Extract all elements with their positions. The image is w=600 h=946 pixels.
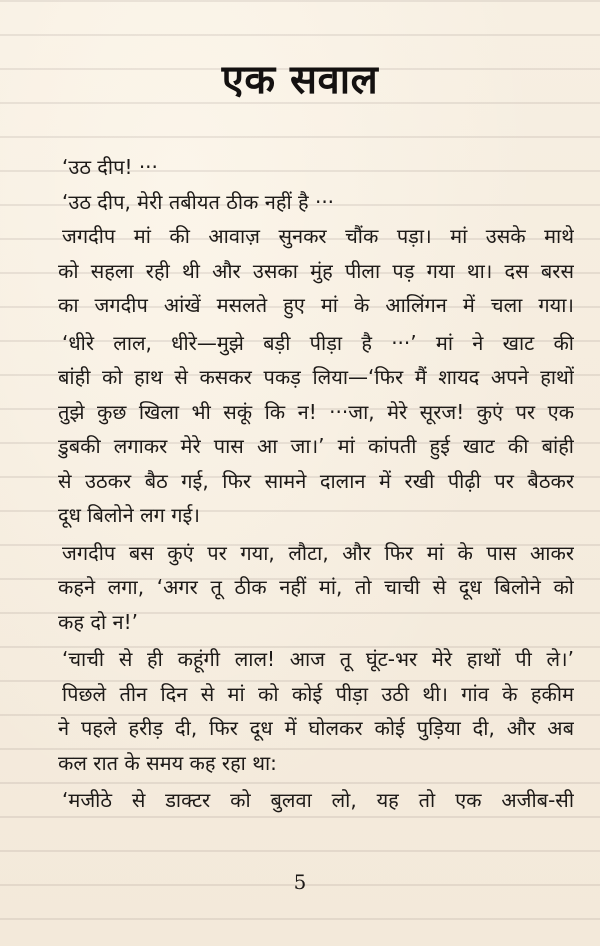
text-line: तुझे कुछ खिला भी सकूं कि न! ···जा, मेरे सूरज! कुएं पर एक xyxy=(58,399,574,424)
text-line: को सहला रही थी और उसका मुंह पीला पड़ गया था। दस बरस xyxy=(58,258,574,283)
page-number: 5 xyxy=(293,870,307,894)
text-line: ‘मजीठे से डाक्टर को बुलवा लो, यह तो एक अजीब-सी xyxy=(62,788,574,812)
text-line: कह दो न!’ xyxy=(58,609,138,634)
text-line: ने पहले हरीड़ दी, फिर दूध में घोलकर कोई पुड़िया दी, और अब xyxy=(58,716,574,740)
text-line: ‘धीरे लाल, धीरे—मुझे बड़ी पीड़ा है ···’ मां ने खाट की xyxy=(62,330,574,355)
text-line: जगदीप बस कुएं पर गया, लौटा, और फिर मां के पास आकर xyxy=(62,540,574,565)
chapter-title: एक सवाल xyxy=(221,57,379,103)
body-text xyxy=(58,150,574,818)
text-line: ‘उठ दीप, मेरी तबीयत ठीक नहीं है ··· xyxy=(62,189,335,214)
text-line: पिछले तीन दिन से मां को कोई पीड़ा उठी थी। गांव के हकीम xyxy=(62,681,574,706)
text-line: जगदीप मां की आवाज़ सुनकर चौंक पड़ा। मां उसके माथे xyxy=(62,224,574,248)
text-line: बांही को हाथ से कसकर पकड़ लिया—‘फिर मैं शायद अपने हाथों xyxy=(58,365,574,389)
text-line: कल रात के समय कह रहा था: xyxy=(58,750,277,775)
text-line: का जगदीप आंखें मसलते हुए मां के आलिंगन में चला गया। xyxy=(58,293,574,317)
text-line: कहने लगा, ‘अगर तू ठीक नहीं मां, तो चाची से दूध बिलोने को xyxy=(58,575,574,599)
text-line: से उठकर बैठ गई, फिर सामने दालान में रखी पीढ़ी पर बैठकर xyxy=(58,468,574,493)
text-line: ‘चाची से ही कहूंगी लाल! आज तू घूंट-भर मेरे हाथों पी ले।’ xyxy=(62,647,574,671)
text-line: डुबकी लगाकर मेरे पास आ जा।’ मां कांपती हुई खाट की बांही xyxy=(58,434,574,458)
text-line: दूध बिलोने लग गई। xyxy=(58,503,200,527)
text-line: ‘उठ दीप! ··· xyxy=(62,155,158,179)
